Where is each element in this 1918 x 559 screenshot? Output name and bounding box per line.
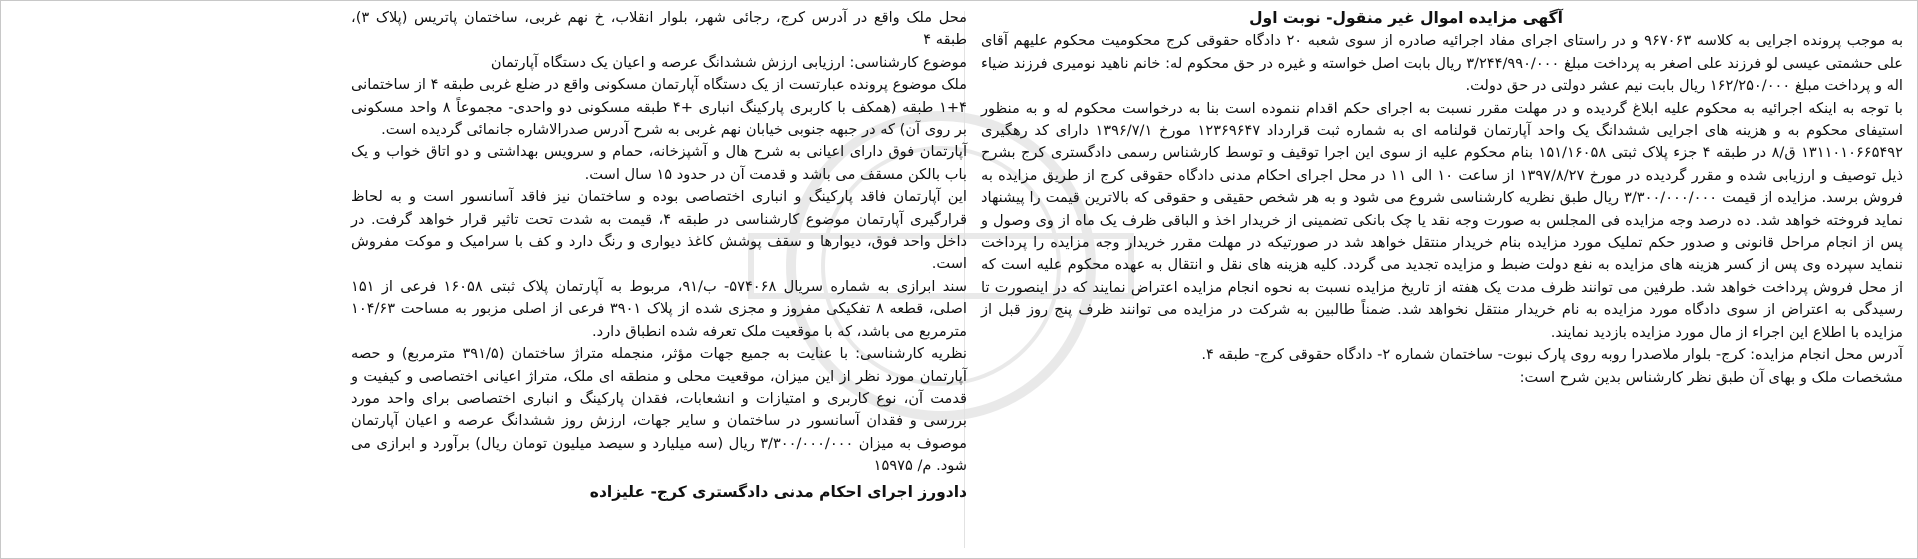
property-specs-intro: مشخصات ملک و بهای آن طبق نظر کارشناس بدین شرح است: (1519, 368, 1903, 386)
property-address: محل ملک واقع در آدرس کرج، رجائی شهر، بلوار انقلاب، خ نهم غربی، ساختمان پاتریس (پلاک ۳)، طبقه ۴ (351, 9, 967, 49)
notice-left-column (351, 7, 967, 552)
appraisal-subject: موضوع کارشناسی: ارزیابی ارزش ششدانگ عرصه و اعیان یک دستگاه آپارتمان (490, 53, 967, 71)
judgment-paragraph: به موجب پرونده اجرایی به کلاسه ۹۶۷۰۶۳ و در راستای اجرای مفاد اجرائیه صادره از سوی شعبه ۲۰ دادگاه حقوقی کرج محکومیت محکوم علیهم آقای علی حشمتی عیسی لو فرزند علی اصغر به پرداخت مبلغ ۳/۲۴۴/۹۹۰/۰۰۰ ریال بابت اصل خواسته و غیره در حق محکوم له: خانم ناهید نومیری فرزند ضیاء اله و پرداخت مبلغ ۱۶۲/۲۵۰/۰۰۰ ریال بابت نیم عشر دولتی در حق دولت. (981, 32, 1904, 95)
auction-address: آدرس محل انجام مزایده: کرج- بلوار ملاصدرا روبه روی پارک نبوت- ساختمان شماره ۲- دادگاه حقوقی کرج- طبقه ۴. (1201, 346, 1903, 364)
deed-details: سند ابرازی به شماره سریال ۵۷۴۰۶۸- ب/۹۱، مربوط به آپارتمان پلاک ثبتی ۱۶۰۵۸ فرعی از ۱۵۱ اصلی، قطعه ۸ تفکیکی مفروز و مجزی شده از پلاک ۳۹۰۱ فرعی از اصلی مزبور به مساحت ۱۰۴/۶۳ مترمربع می باشد، که با موقعیت ملک تعرفه شده انطباق دارد. (351, 277, 967, 340)
notice-right-column (981, 7, 1903, 552)
property-description: ملک موضوع پرونده عبارتست از یک دستگاه آپارتمان مسکونی واقع در ضلع غربی طبقه ۴ از ساختمانی ۴+۱ طبقه (همکف با کاربری پارکینگ انباری +۴ طبقه مسکونی دو واحدی- مجموعاً ۸ واحد مسکونی بر روی آن) که در جبهه جنوبی خیابان نهم غربی به شرح آدرس صدرالاشاره جانمائی گردیده است. (351, 76, 967, 139)
building-condition: این آپارتمان فاقد پارکینگ و انباری اختصاصی بوده و ساختمان نیز فاقد آسانسور است و به لحاظ قرارگیری آپارتمان موضوع کارشناسی در طبقه ۴، قیمت به شدت تحت تاثیر قرار خواهد گرفت. در داخل واحد فوق، دیوارها و سقف پوشش کاغذ دیواری و رنگ دارد و کف با سرامیک و موکت مفروش است. (351, 188, 967, 273)
notice-title: آگهی مزایده اموال غیر منقول- نوبت اول (1249, 9, 1563, 27)
signature: دادورز اجرای احکام مدنی دادگستری کرج- علیزاده (589, 482, 967, 501)
expert-opinion: نظریه کارشناسی: با عنایت به جمیع جهات مؤثر، منجمله متراژ ساختمان (۳۹۱/۵ مترمربع) و حصه آپارتمان مورد نظر از این میزان، موقعیت محلی و منطقه ای ملک، متراژ اعیانی اختصاصی و کیفیت و قدمت آن، نوع کاربری و امتیازات و انشعابات، فقدان پارکینگ و انباری اختصاصی برای واحد مورد بررسی و فقدان آسانسور در ساختمان و سایر جهات، ارزش روز ششدانگ عرصه و اعیان آپارتمان موصوف به میزان ۳/۳۰۰/۰۰۰/۰۰۰ ریال (سه میلیارد و سیصد میلیون تومان ریال) برآورد و ابرازی می شود. م/ ۱۵۹۷۵ (351, 345, 967, 475)
apartment-details: آپارتمان فوق دارای اعیانی به شرح هال و آشپزخانه، حمام و سرویس بهداشتی و دو اتاق خواب و یک باب بالکن مسقف می باشد و قدمت آن در حدود ۱۵ سال است. (351, 143, 967, 183)
auction-terms-paragraph: با توجه به اینکه اجرائیه به محکوم علیه ابلاغ گردیده و در مهلت مقرر نسبت به اجرای حکم اقدام ننموده است بنا به درخواست محکوم له و به منظور استیفای محکوم به و هزینه های اجرایی ششدانگ یک واحد آپارتمان قولنامه ای به شماره ثبت قرارداد ۱۲۳۶۹۶۴۷ مورخ ۱۳۹۶/۷/۱ دارای کد رهگیری ۱۳۱۱۰۱۰۶۶۵۴۹۲ ق/۸ در طبقه ۴ جزء پلاک ثبتی ۱۵۱/۱۶۰۵۸ بنام محکوم علیه از سوی این اجرا توقیف و توسط کارشناس رسمی دادگستری کرج بشرح ذیل توصیف و ارزیابی شده و مقرر گردیده در مورخ ۱۳۹۷/۸/۲۷ از ساعت ۱۰ الی ۱۱ در محل اجرای احکام مدنی دادگاه حقوقی کرج از طریق مزایده به فروش برسد. مزایده از قیمت ۳/۳۰۰/۰۰۰/۰۰۰ ریال طبق نظریه کارشناسی شروع می شود و به هر شخص حقیقی و حقوقی که بالاترین قیمت را پیشنهاد نماید فروخته خواهد شد. ده درصد وجه مزایده فی المجلس به صورت وجه نقد یا چک بانکی تضمینی از خریدار اخذ و الباقی ظرف یک ماه از وی وصول و پس از انجام مراحل قانونی و صدور حکم تملیک مورد مزایده بنام خریدار منتقل خواهد شد در صورتیکه در مهلت مقرر خریدار وجه مزایده را پرداخت ننماید سپرده وی پس از کسر هزینه های مزایده به نفع دولت ضبط و مزایده تجدید می گردد. کلیه هزینه های نقل و انتقال به عهده محکوم علیه است که از محل فروش پرداخت خواهد شد. طرفین می توانند ظرف مدت یک هفته از تاریخ مزایده نسبت به نحوه انجام مزایده اعتراض نمایند که در اینصورت تا رسیدگی به اعتراض از سوی دادگاه مورد مزایده به نام خریدار منتقل نخواهد شد. ضمناً طالبین به شرکت در مزایده می توانند ظرف پنج روز قبل از مزایده با اطلاع این اجراء از مال مورد مزایده بازدید نمایند. (981, 99, 1903, 341)
